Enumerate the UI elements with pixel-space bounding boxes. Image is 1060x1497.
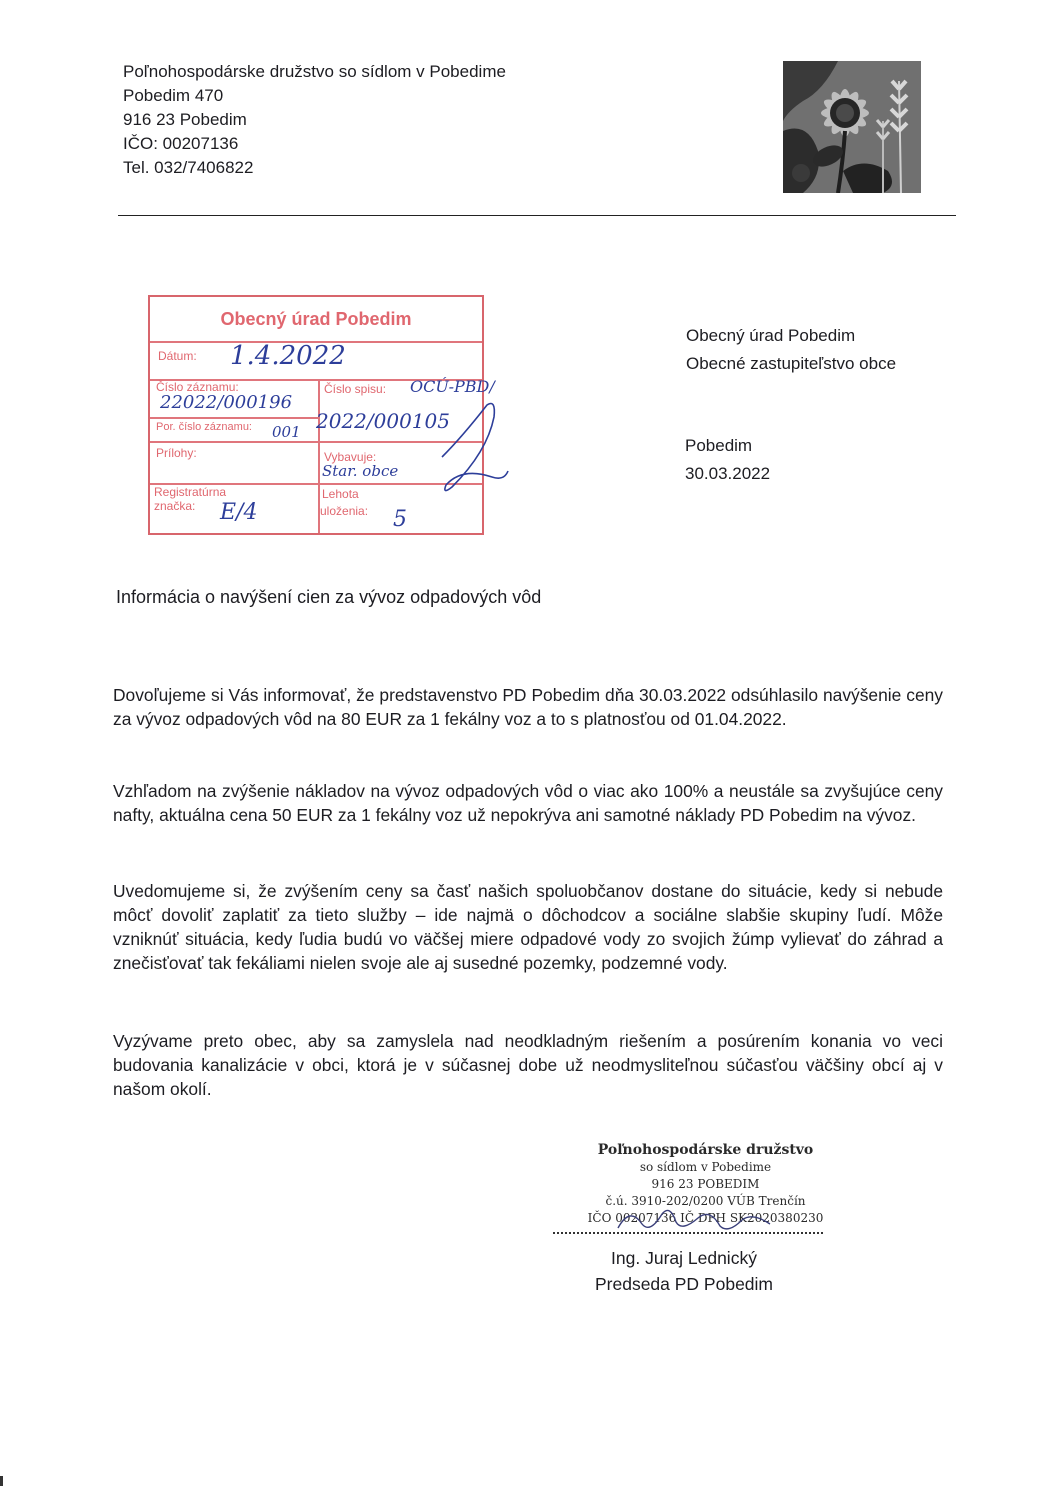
- company-logo: [783, 61, 921, 193]
- recipient-line-1: Obecný úrad Pobedim: [686, 326, 856, 345]
- recipient-block: [686, 322, 896, 378]
- stamp-file-label: Číslo spisu:: [324, 382, 387, 396]
- stamp-record-value: 22022/000196: [160, 392, 293, 413]
- stamp-date-value: 1.4.2022: [230, 341, 346, 371]
- stamp-record-label: Číslo záznamu:: [156, 380, 239, 394]
- stamp-retention-label-1: Lehota: [322, 487, 359, 501]
- stamp-registry-value: E/4: [220, 500, 258, 525]
- signature-icon: [610, 1200, 780, 1236]
- signer-block: [553, 1245, 815, 1297]
- sender-ico: IČO: 00207136: [123, 134, 239, 153]
- body-paragraph: Uvedomujeme si, že zvýšením ceny sa časť našich spoluobčanov dostane do situácie, kedy si nebude môcť dovoliť zaplatiť za tieto služby – ide najmä o dôchodcov a sociálne slabšie skupiny ľudí. Môže vzniknúť situácia, kedy ľudia budú vo väčšej miere odpadové vody zo svojich žúmp vylievať do záhrad a znečisťovať tak fekáliami nielen svoje ale aj susedné pozemky, podzemné vody.: [113, 881, 943, 973]
- handwritten-initials-icon: [432, 397, 516, 497]
- body-paragraph: Vyzývame preto obec, aby sa zamyslela nad neodkladným riešením a posúrením konania vo veci budovania kanalizácie v obci, ktorá je v súčasnej dobe už neodmysliteľnou súčasťou väčšiny obcí aj v našom okolí.: [113, 1031, 943, 1099]
- sender-phone: Tel. 032/7406822: [123, 158, 254, 177]
- letter-date: 30.03.2022: [685, 464, 771, 483]
- scan-mark: [0, 1476, 3, 1486]
- body-paragraph: Dovoľujeme si Vás informovať, že predstavenstvo PD Pobedim dňa 30.03.2022 odsúhlasilo navýšenie ceny za vývoz odpadových vôd na 80 EUR za 1 fekálny voz a to s platnosťou od 01.04.2022.: [113, 685, 943, 729]
- sender-street: Pobedim 470: [123, 86, 224, 105]
- stamp-order-value: 001: [272, 423, 301, 441]
- company-stamp-line-5: IČO 00207136 IČ DPH SK2020380230: [587, 1211, 824, 1225]
- sender-city: 916 23 Pobedim: [123, 110, 247, 129]
- sender-address: [123, 60, 506, 180]
- recipient-line-2: Obecné zastupiteľstvo obce: [686, 354, 897, 373]
- sunflower-logo-icon: [783, 61, 921, 193]
- stamp-date-label: Dátum:: [158, 349, 197, 363]
- signature-line: [553, 1232, 823, 1234]
- company-stamp-line-1: Poľnohospodárske družstvo: [597, 1142, 814, 1158]
- company-stamp-line-3: 916 23 POBEDIM: [651, 1177, 760, 1191]
- stamp-handler-label: Vybavuje:: [324, 450, 377, 464]
- letter-place: Pobedim: [685, 436, 753, 455]
- stamp-divider: [150, 417, 318, 419]
- body-paragraph: Vzhľadom na zvýšenie nákladov na vývoz odpadových vôd o viac ako 100% a neustále sa zvyšujúce ceny nafty, aktuálna cena 50 EUR za 1 fekálny voz už nepokrýva ani samotné náklady PD Pobedim na vývoz.: [113, 781, 943, 825]
- registry-stamp: [148, 295, 495, 535]
- company-stamp-line-2: so sídlom v Pobedime: [639, 1160, 772, 1174]
- stamp-title: Obecný úrad Pobedim: [220, 309, 412, 329]
- stamp-attachments-label: Prílohy:: [156, 446, 197, 460]
- stamp-handler-value: Star. obce: [322, 462, 399, 480]
- stamp-order-label: Por. číslo záznamu:: [156, 421, 252, 433]
- header-divider: [118, 215, 956, 216]
- signer-name: Ing. Juraj Lednický: [611, 1248, 757, 1268]
- stamp-registry-label-2: značka:: [154, 499, 196, 513]
- company-stamp-line-4: č.ú. 3910-202/0200 VÚB Trenčín: [605, 1194, 806, 1208]
- place-date-block: [685, 432, 770, 488]
- sender-name: Poľnohospodárske družstvo so sídlom v Pobedime: [123, 62, 506, 81]
- stamp-file-value-1: OCÚ-PBD/: [410, 377, 495, 396]
- signer-role: Predseda PD Pobedim: [594, 1274, 774, 1294]
- stamp-file-value-2: 2022/000105: [316, 409, 450, 433]
- stamp-retention-label-2: uloženia:: [320, 504, 369, 518]
- stamp-retention-value: 5: [393, 507, 407, 532]
- letter-subject: Informácia o navýšení cien za vývoz odpadových vôd: [116, 587, 542, 607]
- stamp-registry-label-1: Registratúrna: [154, 485, 227, 499]
